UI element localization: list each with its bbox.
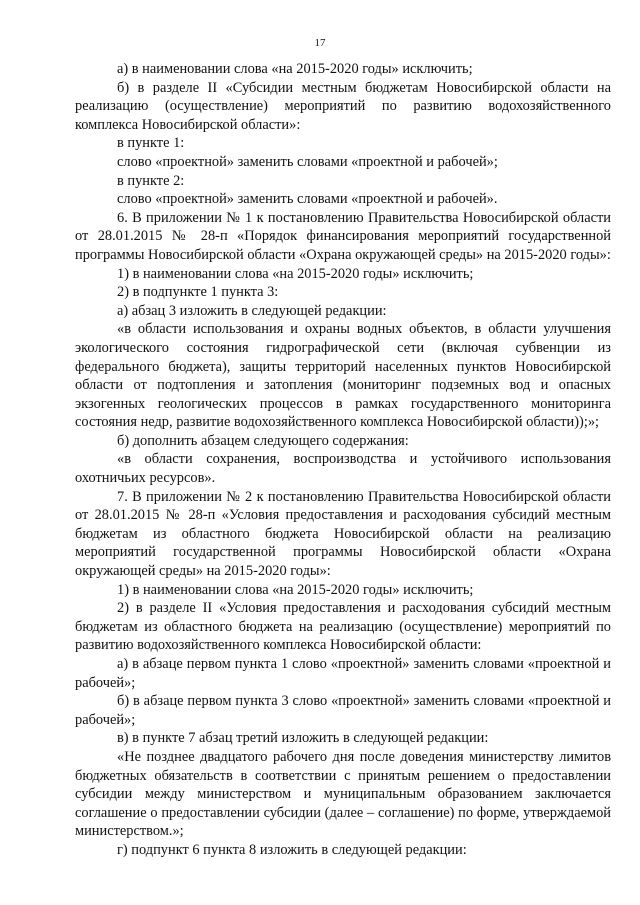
paragraph: 2) в подпункте 1 пункта 3: [117,284,279,301]
paragraph: 7. В приложении № 2 к постановлению Правительства Новосибирской области от 28.01.2015 № 28-п «Условия предоставления и расходования субсидий местным бюджетам из областного бюджета Новосибирской области на реализацию мероприятий государственной программы Новосибирской области «Охрана окружающей среды» на 2015-2020 годы»: [75,488,611,580]
paragraph: «в области использования и охраны водных объектов, в области улучшения экологического состояния гидрографической сети (включая субвенции из федерального бюджета), защиты территорий населенных пунктов Новосибирской области от подтопления и затопления (мониторинг подземных вод и опасных экзогенных геологических процессов в рамках государственного мониторинга состояния недр, развитие водохозяйственного комплекса Новосибирской области));»; [75,321,611,431]
paragraph: б) в разделе II «Субсидии местным бюджетам Новосибирской области на реализацию (осуществление) мероприятий по развитию водохозяйственного комплекса Новосибирской области»: [75,79,611,133]
paragraph: 6. В приложении № 1 к постановлению Правительства Новосибирской области от 28.01.2015 № 28-п «Порядок финансирования мероприятий государственной программы Новосибирской области «Охрана окружающей среды» на 2015-2020 годы»: [75,209,611,263]
paragraph: «Не позднее двадцатого рабочего дня после доведения министерству лимитов бюджетных обязательств в соответствии с принятым решением о предоставлении субсидии между министерством и муниципальным образованием заключается соглашение о предоставлении субсидии (далее – соглашение) по форме, утверждаемой министерством.»; [75,748,611,840]
paragraph: а) абзац 3 изложить в следующей редакции: [117,302,387,319]
paragraph: б) в абзаце первом пункта 3 слово «проектной» заменить словами «проектной и рабочей»; [75,693,611,728]
paragraph: 1) в наименовании слова «на 2015-2020 годы» исключить; [117,265,474,282]
paragraph: 2) в разделе II «Условия предоставления и расходования субсидий местным бюджетам из областного бюджета на реализацию (осуществление) мероприятий по развитию водохозяйственного комплекса Новосибирской области: [75,600,611,654]
paragraph: а) в абзаце первом пункта 1 слово «проектной» заменить словами «проектной и рабочей»; [75,656,611,691]
paragraph: в пункте 2: [117,172,185,189]
paragraph: в пункте 1: [117,135,185,152]
paragraph: б) дополнить абзацем следующего содержания: [117,432,409,449]
paragraph: 1) в наименовании слова «на 2015-2020 годы» исключить; [117,581,474,598]
page-number: 17 [314,37,326,49]
paragraph: «в области сохранения, воспроизводства и устойчивого использования охотничьих ресурсов». [75,451,611,487]
paragraph: г) подпункт 6 пункта 8 изложить в следующей редакции: [117,841,467,858]
paragraph: в) в пункте 7 абзац третий изложить в следующей редакции: [117,730,489,747]
paragraph: слово «проектной» заменить словами «проектной и рабочей». [117,191,498,208]
document-body [75,60,611,860]
paragraph: а) в наименовании слова «на 2015-2020 годы» исключить; [117,61,473,77]
paragraph: слово «проектной» заменить словами «проектной и рабочей»; [117,153,498,170]
